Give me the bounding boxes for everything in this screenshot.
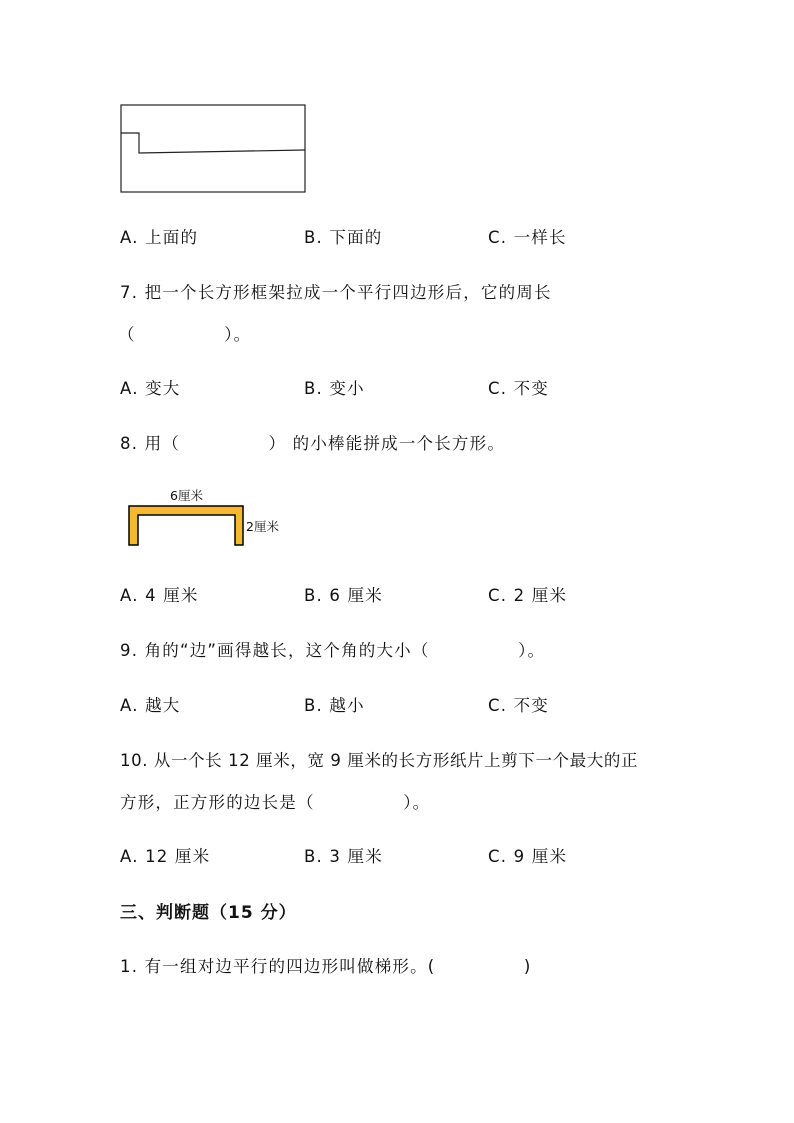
q6-path-figure bbox=[120, 104, 306, 194]
q10-option-a[interactable]: A. 12 厘米 bbox=[120, 847, 211, 866]
q7-option-b[interactable]: B. 变小 bbox=[304, 379, 365, 398]
judge1-question-line1: 1. 有一组对边平行的四边形叫做梯形。( ) bbox=[120, 957, 532, 976]
q9-option-a[interactable]: A. 越大 bbox=[120, 696, 181, 715]
q8-option-c[interactable]: C. 2 厘米 bbox=[488, 586, 568, 605]
q10-question-line2: 方形，正方形的边长是（ ）。 bbox=[120, 793, 431, 812]
q10-option-c[interactable]: C. 9 厘米 bbox=[488, 847, 568, 866]
q10-option-b[interactable]: B. 3 厘米 bbox=[304, 847, 383, 866]
q7-question-line2: （ ）。 bbox=[118, 325, 252, 344]
q6-option-a[interactable]: A. 上面的 bbox=[120, 228, 199, 247]
q6-option-b[interactable]: B. 下面的 bbox=[304, 228, 383, 247]
q8-sticks-shape bbox=[129, 506, 243, 545]
q8-option-a[interactable]: A. 4 厘米 bbox=[120, 586, 199, 605]
q7-option-c[interactable]: C. 不变 bbox=[488, 379, 550, 398]
q8-option-b[interactable]: B. 6 厘米 bbox=[304, 586, 383, 605]
q9-option-c[interactable]: C. 不变 bbox=[488, 696, 550, 715]
q7-option-a[interactable]: A. 变大 bbox=[120, 379, 181, 398]
q8-question-line1: 8. 用（ ） 的小棒能拼成一个长方形。 bbox=[120, 434, 506, 453]
q6-outer-rectangle bbox=[121, 105, 305, 192]
q8-sticks-figure bbox=[128, 505, 248, 547]
q7-question-line1: 7. 把一个长方形框架拉成一个平行四边形后，它的周长 bbox=[120, 283, 552, 302]
q8-top-length-label: 6厘米 bbox=[170, 488, 203, 503]
q9-option-b[interactable]: B. 越小 bbox=[304, 696, 365, 715]
section-3-title: 三、判断题（15 分） bbox=[120, 903, 297, 923]
q6-inner-path bbox=[121, 133, 305, 153]
q10-question-line1: 10. 从一个长 12 厘米，宽 9 厘米的长方形纸片上剪下一个最大的正 bbox=[120, 751, 639, 770]
q8-side-length-label: 2厘米 bbox=[246, 519, 279, 534]
q9-question-line1: 9. 角的“边”画得越长，这个角的大小（ ）。 bbox=[120, 641, 546, 660]
q6-option-c[interactable]: C. 一样长 bbox=[488, 228, 567, 247]
